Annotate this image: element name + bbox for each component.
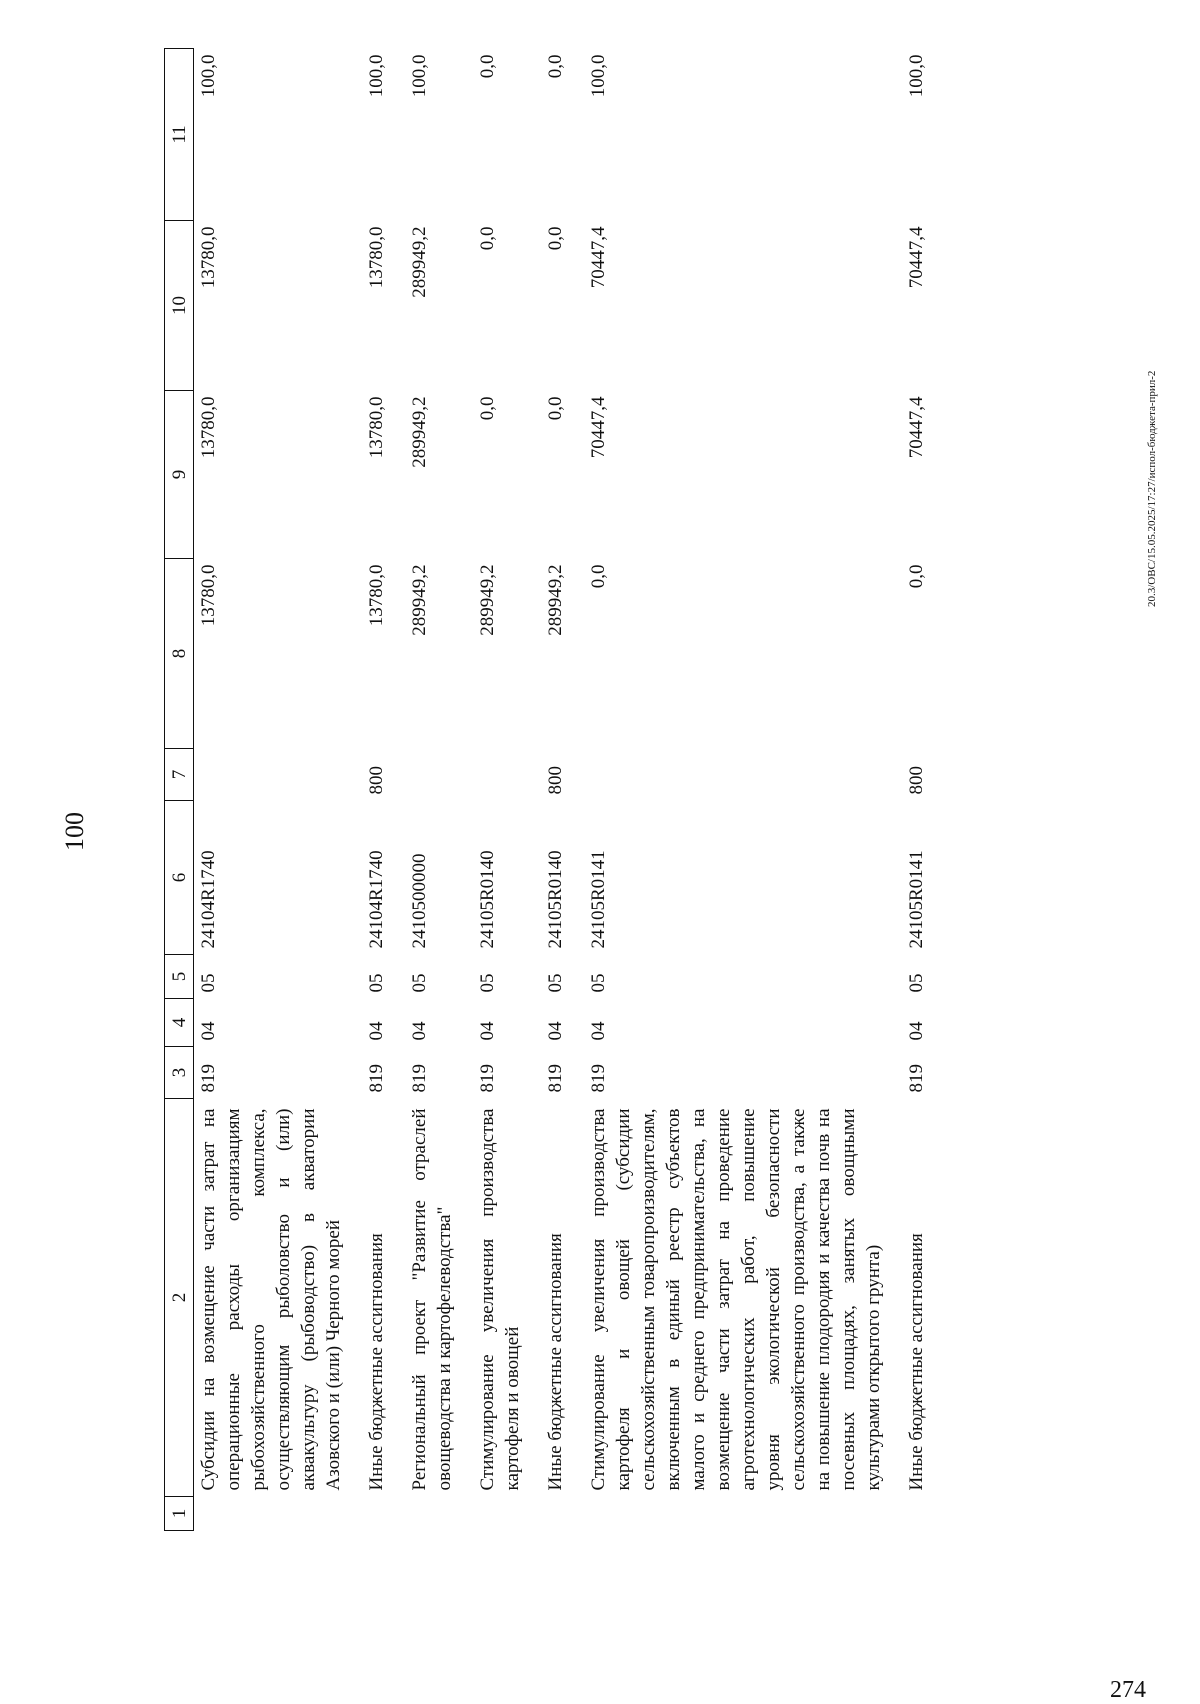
cell-col10: 13780,0 <box>366 226 387 289</box>
cell-expense-type <box>405 749 473 801</box>
cell-target-article: 24105R0141 <box>906 850 927 949</box>
cell-col9: 0,0 <box>477 396 498 421</box>
cell-target-article: 2410500000 <box>409 853 430 949</box>
cell-expense-type: 800 <box>906 766 927 795</box>
cell-col9: 70447,4 <box>588 396 609 459</box>
table-row <box>362 49 405 1531</box>
cell-col8: 13780,0 <box>366 564 387 627</box>
column-header: 10 <box>165 221 194 391</box>
cell-expense-type <box>584 749 902 801</box>
column-header: 6 <box>165 801 194 955</box>
column-header: 11 <box>165 49 194 221</box>
cell-col9: 289949,2 <box>409 396 430 468</box>
cell-col8: 13780,0 <box>198 564 219 627</box>
cell-subsection: 05 <box>409 973 430 993</box>
row-description: Стимулирование увеличения производства картофеля и овощей (субсидии сельскохозяйственным товаропроизводителям, включенным в единый реестр субъектов малого и среднего предпринимательства, на возмещение части затрат на проведение агротехнологических работ, повышение уровня экологической безопасности сельскохозяйственного производства, а также на повышение плодородия и качества почв на посевных площадях, занятых овощными культурами открытого грунта) <box>588 1108 884 1491</box>
cell-col11: 0,0 <box>545 54 566 79</box>
cell-expense-type: 800 <box>366 766 387 795</box>
cell-col8: 0,0 <box>906 564 927 589</box>
table-row <box>405 49 473 1531</box>
cell-subsection: 05 <box>545 973 566 993</box>
row-description: Субсидии на возмещение части затрат на операционные расходы организациям рыбохозяйственного комплекса, осуществляющим рыболовство и (или) аквакультуру (рыбоводство) в акватории Азовского и (или) Черного морей <box>198 1108 344 1491</box>
cell-col8: 289949,2 <box>409 564 430 636</box>
table-row <box>541 49 584 1531</box>
cell-section: 04 <box>198 1021 219 1041</box>
cell-col10: 289949,2 <box>409 226 430 298</box>
cell-subsection: 05 <box>198 973 219 993</box>
table-row <box>902 49 945 1531</box>
row-description: Иные бюджетные ассигнования <box>545 1233 566 1491</box>
row-description: Региональный проект "Развитие отраслей овощеводства и картофелеводства" <box>409 1108 455 1491</box>
table-row <box>194 49 363 1531</box>
column-header: 7 <box>165 749 194 801</box>
column-header: 1 <box>165 1497 194 1531</box>
cell-col10: 0,0 <box>477 226 498 251</box>
row-description: Иные бюджетные ассигнования <box>366 1233 387 1491</box>
cell-col11: 100,0 <box>366 54 387 98</box>
cell-col11: 100,0 <box>588 54 609 98</box>
cell-col10: 70447,4 <box>588 226 609 289</box>
footer-code: 20.3/ОВС/15.05.2025/17:27/испол-бюджета-прил-2 <box>1146 370 1158 607</box>
cell-target-article: 24104R1740 <box>366 850 387 949</box>
cell-col9: 13780,0 <box>198 396 219 459</box>
column-header: 3 <box>165 1047 194 1099</box>
column-header: 9 <box>165 391 194 559</box>
cell-subsection: 05 <box>588 973 609 993</box>
cell-ministry: 819 <box>588 1064 609 1093</box>
cell-expense-type: 800 <box>545 766 566 795</box>
cell-section: 04 <box>906 1021 927 1041</box>
cell-subsection: 05 <box>477 973 498 993</box>
cell-ministry: 819 <box>906 1064 927 1093</box>
page-number: 100 <box>60 812 89 851</box>
table-header-row <box>165 49 194 1531</box>
cell-target-article: 24104R1740 <box>198 850 219 949</box>
cell-col8: 0,0 <box>588 564 609 589</box>
column-header: 4 <box>165 999 194 1047</box>
column-header: 5 <box>165 955 194 999</box>
cell-subsection: 05 <box>906 973 927 993</box>
cell-ministry: 819 <box>409 1064 430 1093</box>
table-row <box>584 49 902 1531</box>
cell-section: 04 <box>409 1021 430 1041</box>
cell-expense-type <box>473 749 541 801</box>
cell-col11: 100,0 <box>906 54 927 98</box>
cell-col9: 0,0 <box>545 396 566 421</box>
cell-col8: 289949,2 <box>477 564 498 636</box>
cell-section: 04 <box>477 1021 498 1041</box>
budget-table <box>164 48 945 1531</box>
sheet-number: 274 <box>1110 1677 1146 1703</box>
cell-section: 04 <box>588 1021 609 1041</box>
row-description: Стимулирование увеличения производства картофеля и овощей <box>477 1108 523 1491</box>
cell-col11: 100,0 <box>409 54 430 98</box>
cell-target-article: 24105R0140 <box>477 850 498 949</box>
column-header: 2 <box>165 1099 194 1497</box>
cell-target-article: 24105R0141 <box>588 850 609 949</box>
cell-col10: 70447,4 <box>906 226 927 289</box>
cell-ministry: 819 <box>366 1064 387 1093</box>
cell-section: 04 <box>545 1021 566 1041</box>
cell-section: 04 <box>366 1021 387 1041</box>
cell-ministry: 819 <box>198 1064 219 1093</box>
cell-ministry: 819 <box>477 1064 498 1093</box>
cell-ministry: 819 <box>545 1064 566 1093</box>
cell-col8: 289949,2 <box>545 564 566 636</box>
cell-col11: 100,0 <box>198 54 219 98</box>
cell-col10: 13780,0 <box>198 226 219 289</box>
column-header: 8 <box>165 559 194 749</box>
cell-col11: 0,0 <box>477 54 498 79</box>
cell-col10: 0,0 <box>545 226 566 251</box>
row-description: Иные бюджетные ассигнования <box>906 1233 927 1491</box>
table-row <box>473 49 541 1531</box>
cell-subsection: 05 <box>366 973 387 993</box>
cell-target-article: 24105R0140 <box>545 850 566 949</box>
cell-expense-type <box>194 749 363 801</box>
cell-col9: 13780,0 <box>366 396 387 459</box>
cell-col9: 70447,4 <box>906 396 927 459</box>
